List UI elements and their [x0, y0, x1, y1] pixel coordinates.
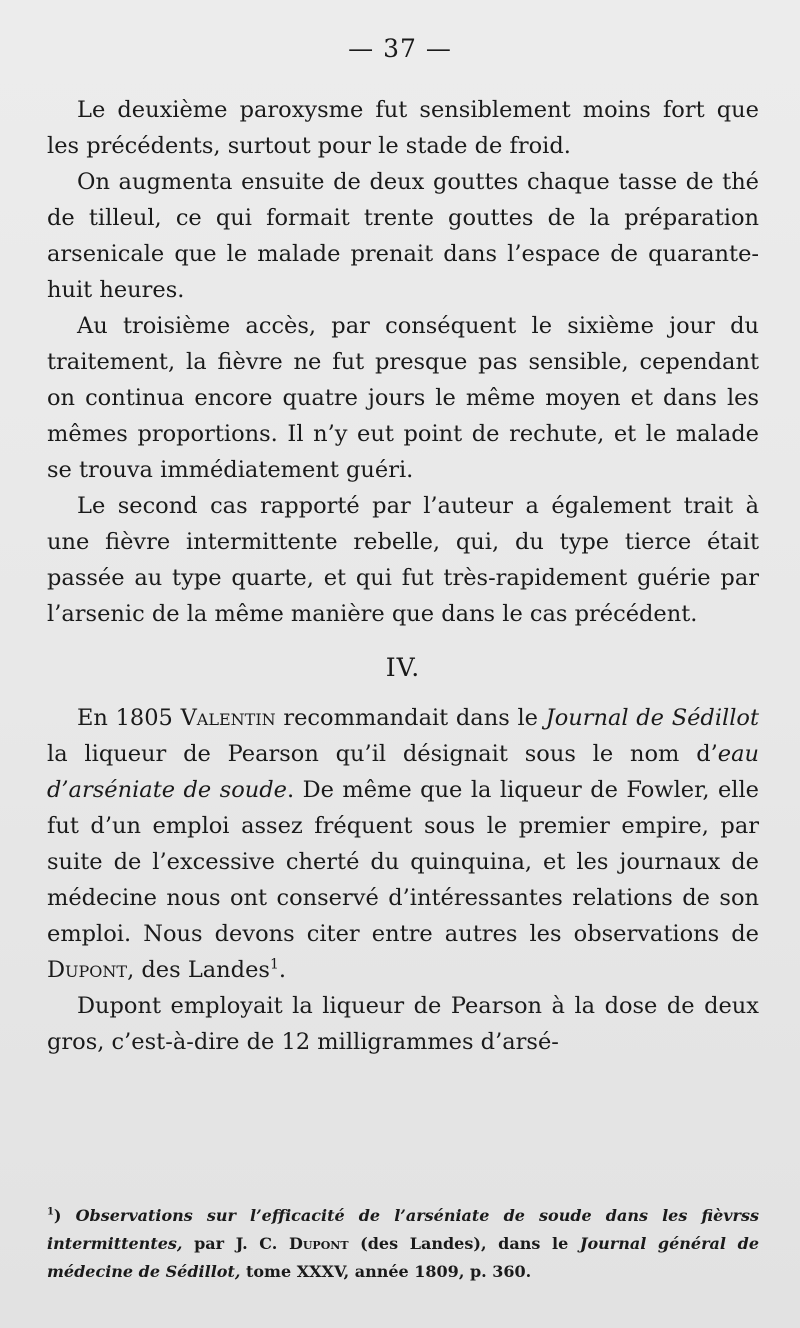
footnote-1	[47, 1202, 759, 1286]
footnote-by: par J. C.	[182, 1234, 289, 1253]
paragraph-5	[47, 700, 759, 988]
p5-text-5: , des Landes	[127, 957, 270, 983]
author-name-dupont: Dupont	[47, 957, 128, 983]
paragraph-2: On augmenta ensuite de deux gouttes chaque tasse de thé de tilleul, ce qui formait trente gouttes de la préparation arsenicale que le malade prenait dans l’espace de quarante-huit heures.	[47, 169, 759, 303]
p5-text-2: recommandait dans le	[275, 705, 546, 731]
footnote-rest: tome XXXV, année 1809, p. 360.	[240, 1262, 532, 1281]
section-heading: IV.	[385, 653, 421, 682]
author-name-valentin: Valentin	[180, 705, 276, 731]
paragraph-6: Dupont employait la liqueur de Pearson à la dose de deux gros, c’est-à-dire de 12 milligrammes d’arsé-	[47, 993, 759, 1055]
footnotes	[47, 1202, 759, 1286]
footnote-title: Observations sur l’efficacité de l’arséniate de soude dans les fièvrss intermittentes,	[47, 1206, 760, 1253]
journal-title: Journal de Sédillot	[545, 705, 759, 731]
footnote-reference: 1	[269, 956, 279, 973]
paragraph-1: Le deuxième paroxysme fut sensiblement moins fort que les précédents, surtout pour le stade de froid.	[47, 97, 759, 159]
paragraph-3: Au troisième accès, par conséquent le sixième jour du traitement, la fièvre ne fut presque pas sensible, cependant on continua encore quatre jours le même moyen et dans les mêmes proportions. Il n’y eut point de rechute, et le malade se trouva immédiatement guéri.	[47, 313, 759, 483]
body-text	[47, 92, 759, 1060]
footnote-journal: Journal général de médecine de Sédillot,	[47, 1234, 759, 1281]
p5-text-4: . De même que la liqueur de Fowler, elle fut d’un emploi assez fréquent sous le premier empire, par suite de l’excessive cherté du quinquina, et les journaux de médecine nous ont conservé d’intéressantes relations de son emploi. Nous devons citer entre autres les observations de	[47, 777, 759, 947]
p5-text-3: la liqueur de Pearson qu’il désignait sous le nom d’	[47, 741, 718, 767]
eau-arseniate-term: eau d’arséniate de soude	[47, 741, 759, 803]
footnote-author: Dupont	[288, 1234, 349, 1253]
p5-text-1: En 1805	[77, 705, 181, 731]
footnote-marker-close: )	[53, 1206, 76, 1225]
p5-text-6: .	[278, 957, 286, 983]
page-number: — 37 —	[348, 34, 452, 63]
paragraph-4: Le second cas rapporté par l’auteur a également trait à une fièvre intermittente rebelle, qui, du type tierce était passée au type quarte, et qui fut très-rapidement guérie par l’arsenic de la même manière que dans le cas précédent.	[47, 493, 759, 627]
footnote-place: (des Landes), dans le	[348, 1234, 580, 1253]
footnote-marker: 1	[47, 1206, 54, 1218]
